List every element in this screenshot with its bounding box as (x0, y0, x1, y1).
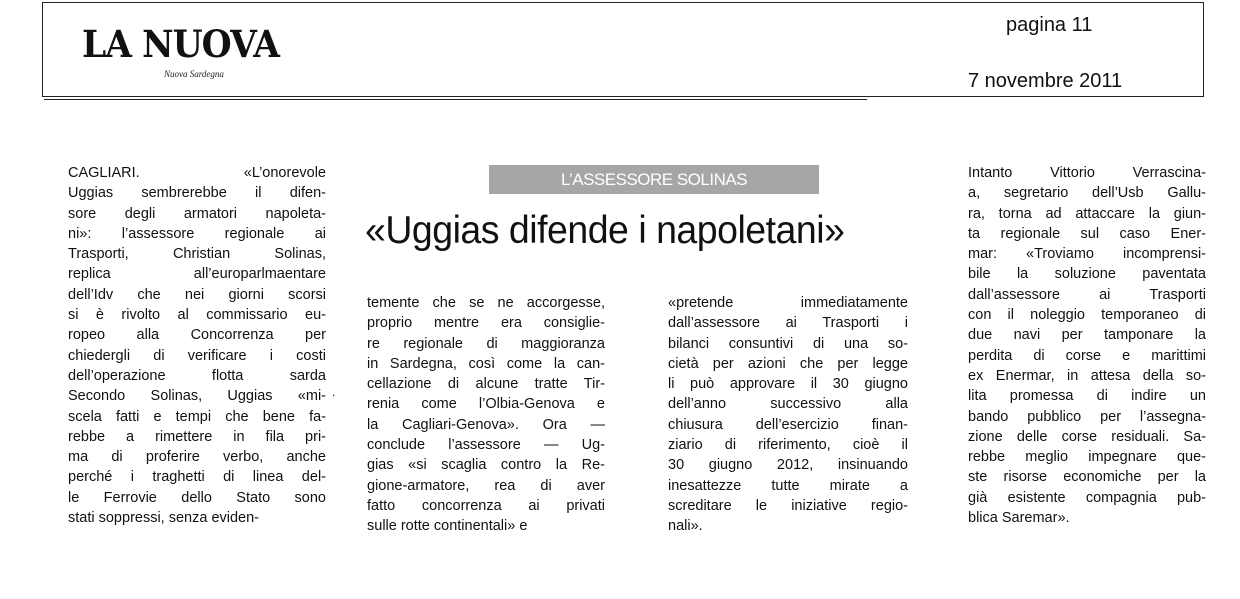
article-kicker: L’ASSESSORE SOLINAS (489, 165, 819, 194)
article-line: Trasporti, Christian Solinas, (68, 246, 326, 263)
article-line: ta regionale sul caso Ener- (968, 225, 1206, 242)
article-line: bando pubblico per l’assegna- (968, 408, 1206, 425)
article-line: temente che se ne accorgesse, (367, 295, 605, 311)
article-line: si è rivolto al commissario eu- (68, 307, 326, 324)
article-line: dell’Idv che nei giorni scorsi (68, 286, 326, 303)
article-line: CAGLIARI. «L’onorevole (68, 165, 326, 181)
article-line: gias «si scaglia contro la Re- (367, 457, 605, 474)
article-line: ni»: l’assessore regionale ai (68, 225, 326, 242)
article-line: perdita di corse e marittimi (968, 347, 1206, 364)
article-line: re regionale di maggioranza (367, 335, 605, 352)
publication-date: 7 novembre 2011 (968, 70, 1123, 92)
newspaper-logo: LA NUOVA (82, 22, 280, 66)
article-line: renia come l’Olbia-Genova e (367, 396, 605, 413)
article-line: rebbe meglio impegnare que- (968, 449, 1206, 466)
article-line: sulle rotte continentali» e (367, 518, 528, 535)
article-line: ropeo alla Concorrenza per (68, 327, 326, 344)
article-line: cietà per azioni che per legge (668, 355, 908, 372)
article-line: inesattezze tutte mirate a (668, 477, 908, 494)
article-line: con il noleggio temporaneo di (968, 307, 1206, 324)
article-line: ste risorse economiche per la (968, 469, 1206, 486)
article-line: conclude l’assessore — Ug- (367, 437, 605, 454)
article-line: gione-armatore, rea di aver (367, 477, 605, 494)
article-line: dell’anno successivo alla (668, 396, 908, 413)
article-line: lita promessa di indire un (968, 388, 1206, 405)
article-line: zione delle corse residuali. Sa- (968, 428, 1206, 445)
article-line: due navi per tamponare la (968, 327, 1206, 344)
article-line: bilanci consuntivi di una so- (668, 335, 908, 352)
article-line: ma di proferire verbo, anche (68, 449, 326, 466)
article-line: rebbe a rimettere in fila pri- (68, 428, 326, 445)
article-line: le Ferrovie dello Stato sono (68, 489, 326, 506)
article-line: scela fatti e tempi che bene fa- (68, 408, 326, 425)
article-line: cellazione di alcune tratte Tir- (367, 376, 605, 393)
article-line: fatto concorrenza ai privati (367, 497, 605, 514)
article-column-4 (968, 163, 1206, 528)
article-line: replica all’europarlmaentare (68, 266, 326, 283)
article-line: dall’assessore ai Trasporti i (668, 315, 908, 332)
article-line: dell’operazione flotta sarda (68, 367, 326, 384)
article-line: ex Enermar, in attesa della so- (968, 367, 1206, 384)
article-line: ziario di riferimento, cioè il (668, 437, 908, 454)
article-line: a, segretario dell’Usb Gallu- (968, 185, 1206, 202)
article-line: la Cagliari-Genova». Ora — (367, 416, 605, 433)
article-line: blica Saremar». (968, 510, 1070, 527)
article-column-1 (68, 163, 326, 528)
article-line: perché i traghetti di linea del- (68, 469, 326, 486)
newspaper-logo-subtitle: Nuova Sardegna (164, 69, 224, 79)
article-line: già esistente compagnia pub- (968, 489, 1206, 506)
article-line: bile la soluzione paventata (968, 266, 1206, 283)
article-column-3 (668, 293, 908, 537)
article-column-2 (367, 293, 605, 537)
article-line: stati soppressi, senza eviden- (68, 510, 260, 527)
article-line: sore degli armatori napoleta- (68, 205, 326, 222)
article-line: Uggias sembrerebbe il difen- (68, 185, 326, 202)
article-line: chiedergli di verificare i costi (68, 347, 326, 364)
article-line: Intanto Vittorio Verrascina- (968, 165, 1206, 181)
article-line: chiusura dell’esercizio finan- (668, 416, 908, 433)
article-line: li può approvare il 30 giugno (668, 376, 908, 393)
article-line: Secondo Solinas, Uggias «mi- (68, 388, 326, 405)
stray-mark: . (332, 385, 336, 399)
article-line: dall’assessore ai Trasporti (968, 286, 1206, 303)
article-line: nali». (668, 518, 703, 535)
article-line: «pretende immediatamente (668, 295, 908, 311)
article-line: proprio mentre era consiglie- (367, 315, 605, 332)
page-number: pagina 11 (1006, 14, 1093, 36)
article-line: screditare le iniziative regio- (668, 497, 908, 514)
article-line: in Sardegna, così come la can- (367, 355, 605, 372)
article-line: ra, torna ad attaccare la giun- (968, 205, 1206, 222)
masthead-underline (44, 99, 867, 100)
article-line: mar: «Troviamo incomprensi- (968, 246, 1206, 263)
article-headline: «Uggias difende i napoletani» (365, 209, 845, 252)
article-line: 30 giugno 2012, insinuando (668, 457, 908, 474)
